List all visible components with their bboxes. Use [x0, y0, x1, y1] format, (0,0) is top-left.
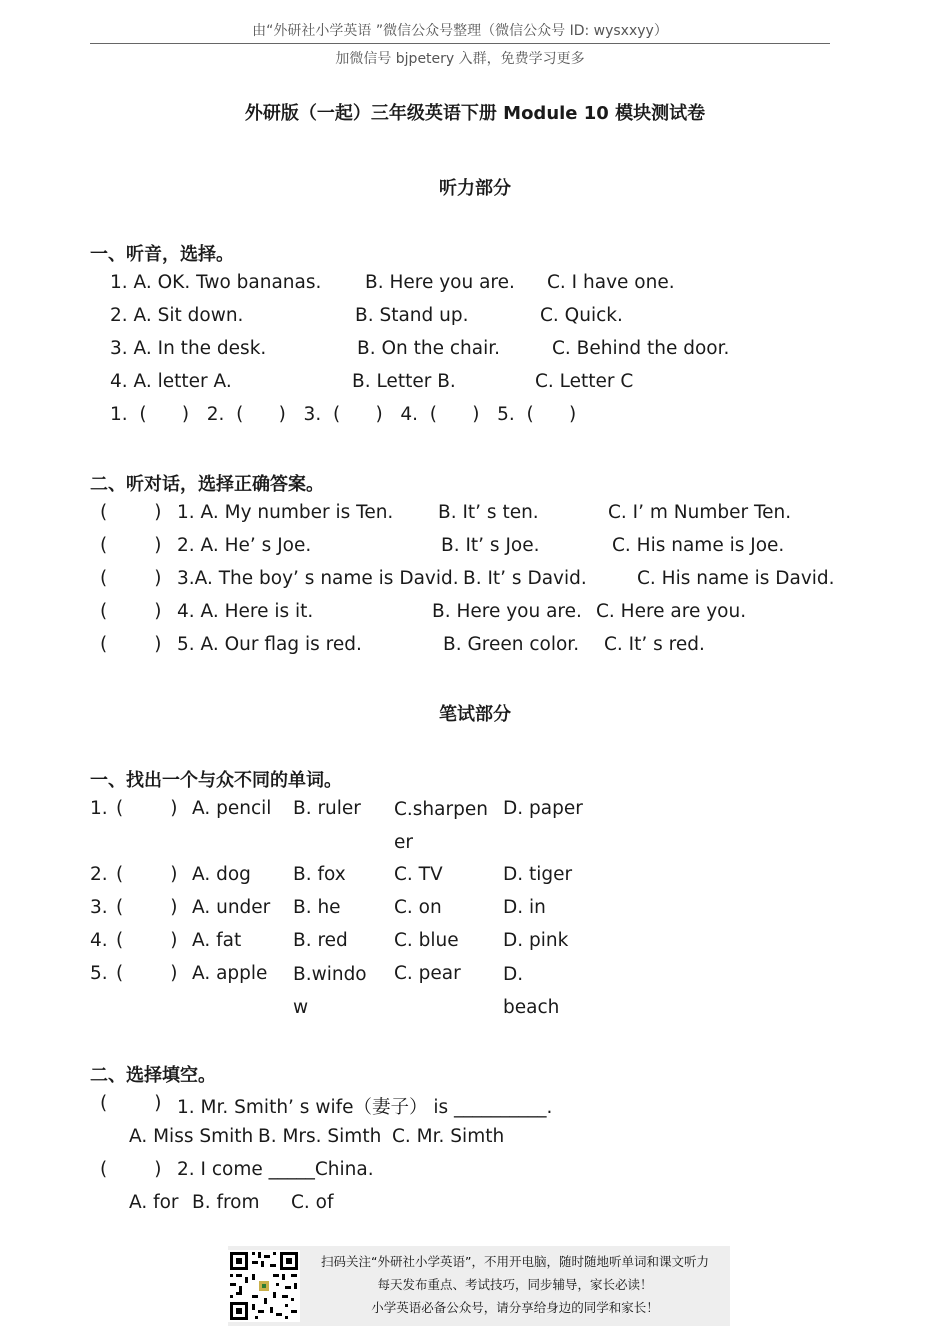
- footer-line-2: 每天发布重点、考试技巧，同步辅导，家长必读！: [377, 1277, 653, 1292]
- answer-blank[interactable]: ( ): [100, 634, 162, 655]
- option-b: B.window: [293, 964, 367, 1018]
- listening-section-title: 听力部分: [439, 178, 511, 199]
- option-a: A. under: [192, 897, 271, 918]
- option-c: C. I have one.: [547, 272, 675, 293]
- option-b: B. Mrs. Simth: [258, 1126, 382, 1147]
- question-stem: 1. Mr. Smith’ s wife（妻子） is __________.: [177, 1097, 553, 1118]
- option-d: D. tiger: [503, 864, 573, 885]
- question-number: 1.: [90, 798, 108, 819]
- option-a: A. dog: [192, 864, 251, 885]
- writing-part1-heading: 一、找出一个与众不同的单词。: [90, 770, 342, 791]
- header-line-1: 由“外研社小学英语 ”微信公众号整理（微信公众号 ID: wysxxyy）: [252, 23, 668, 39]
- option-a: 5. A. Our flag is red.: [177, 634, 362, 655]
- option-a: 1. A. OK. Two bananas.: [110, 272, 322, 293]
- answer-blank[interactable]: ( ): [100, 535, 162, 556]
- option-d: D. in: [503, 897, 546, 918]
- question-stem: 2. I come _____China.: [177, 1159, 374, 1180]
- answer-blank[interactable]: ( ): [100, 1159, 162, 1180]
- option-b: B. Stand up.: [355, 305, 469, 326]
- option-b: B. from: [192, 1192, 260, 1213]
- option-c: C. of: [291, 1192, 334, 1213]
- option-c: C. His name is Joe.: [612, 535, 785, 556]
- question-number: 3.: [90, 897, 108, 918]
- option-c: C. Quick.: [540, 305, 623, 326]
- answer-blank[interactable]: ( ): [116, 798, 178, 819]
- answer-blank[interactable]: ( ): [100, 1093, 162, 1114]
- question-number: 5.: [90, 963, 108, 984]
- option-c: C. Here are you.: [596, 601, 747, 622]
- option-c: C. on: [394, 897, 442, 918]
- writing-part2-heading: 二、选择填空。: [90, 1065, 216, 1086]
- option-d: D. beach: [503, 964, 560, 1018]
- answer-blank[interactable]: ( ): [116, 897, 178, 918]
- option-c: C. TV: [394, 864, 443, 885]
- option-a: A. Miss Smith: [129, 1126, 254, 1147]
- option-c: C. Behind the door.: [552, 338, 730, 359]
- option-c: C. His name is David.: [637, 568, 835, 589]
- question-number: 4.: [90, 930, 108, 951]
- answer-blank[interactable]: ( ): [116, 864, 178, 885]
- option-a: 4. A. Here is it.: [177, 601, 314, 622]
- header-line-2: 加微信号 bjpetery 入群，免费学习更多: [335, 51, 585, 67]
- option-c: C. I’ m Number Ten.: [608, 502, 792, 523]
- option-a: A. apple: [192, 963, 268, 984]
- option-a: 3. A. In the desk.: [110, 338, 267, 359]
- footer-line-1: 扫码关注“外研社小学英语”，不用开电脑，随时随地听单词和课文听力: [321, 1254, 709, 1269]
- footer-line-3: 小学英语必备公众号，请分享给身边的同学和家长！: [371, 1300, 659, 1315]
- answer-blank[interactable]: ( ): [116, 963, 178, 984]
- option-b: B. It’ s David.: [463, 568, 587, 589]
- listening-part2-heading: 二、听对话，选择正确答案。: [90, 474, 324, 495]
- answer-blank[interactable]: ( ): [100, 568, 162, 589]
- option-a: 1. A. My number is Ten.: [177, 502, 394, 523]
- option-c: C. Mr. Simth: [392, 1126, 505, 1147]
- option-a: 3.A. The boy’ s name is David.: [177, 568, 459, 589]
- answer-blank[interactable]: ( ): [100, 502, 162, 523]
- option-b: B. Here you are.: [432, 601, 582, 622]
- option-b: B. It’ s ten.: [438, 502, 539, 523]
- option-c: C. It’ s red.: [604, 634, 705, 655]
- option-a: A. pencil: [192, 798, 272, 819]
- question-number: 2.: [90, 864, 108, 885]
- qr-code-icon[interactable]: [228, 1250, 300, 1322]
- option-b: B. he: [293, 897, 341, 918]
- option-a: 2. A. He’ s Joe.: [177, 535, 312, 556]
- option-b: B. On the chair.: [357, 338, 501, 359]
- answer-blank[interactable]: ( ): [116, 930, 178, 951]
- listening-part1-heading: 一、听音，选择。: [90, 244, 234, 265]
- option-b: B. fox: [293, 864, 346, 885]
- writing-section-title: 笔试部分: [439, 704, 511, 725]
- option-b: B. ruler: [293, 798, 361, 819]
- option-d: D. pink: [503, 930, 569, 951]
- option-d: D. paper: [503, 798, 583, 819]
- answer-blank[interactable]: ( ): [100, 601, 162, 622]
- option-a: A. for: [129, 1192, 179, 1213]
- answer-row[interactable]: 1. ( ) 2. ( ) 3. ( ) 4. ( ) 5. ( ): [110, 404, 577, 425]
- option-a: A. fat: [192, 930, 242, 951]
- option-c: C.sharpener: [394, 799, 488, 853]
- page-title: 外研版（一起）三年级英语下册 Module 10 模块测试卷: [244, 103, 706, 124]
- option-b: B. It’ s Joe.: [441, 535, 540, 556]
- option-c: C. blue: [394, 930, 459, 951]
- option-b: B. Letter B.: [352, 371, 456, 392]
- option-b: B. Green color.: [443, 634, 580, 655]
- option-c: C. pear: [394, 963, 461, 984]
- footer-banner: [228, 1246, 730, 1326]
- option-b: B. red: [293, 930, 348, 951]
- option-a: 4. A. letter A.: [110, 371, 232, 392]
- header-divider: [90, 43, 830, 44]
- option-c: C. Letter C: [535, 371, 634, 392]
- option-a: 2. A. Sit down.: [110, 305, 244, 326]
- option-b: B. Here you are.: [365, 272, 515, 293]
